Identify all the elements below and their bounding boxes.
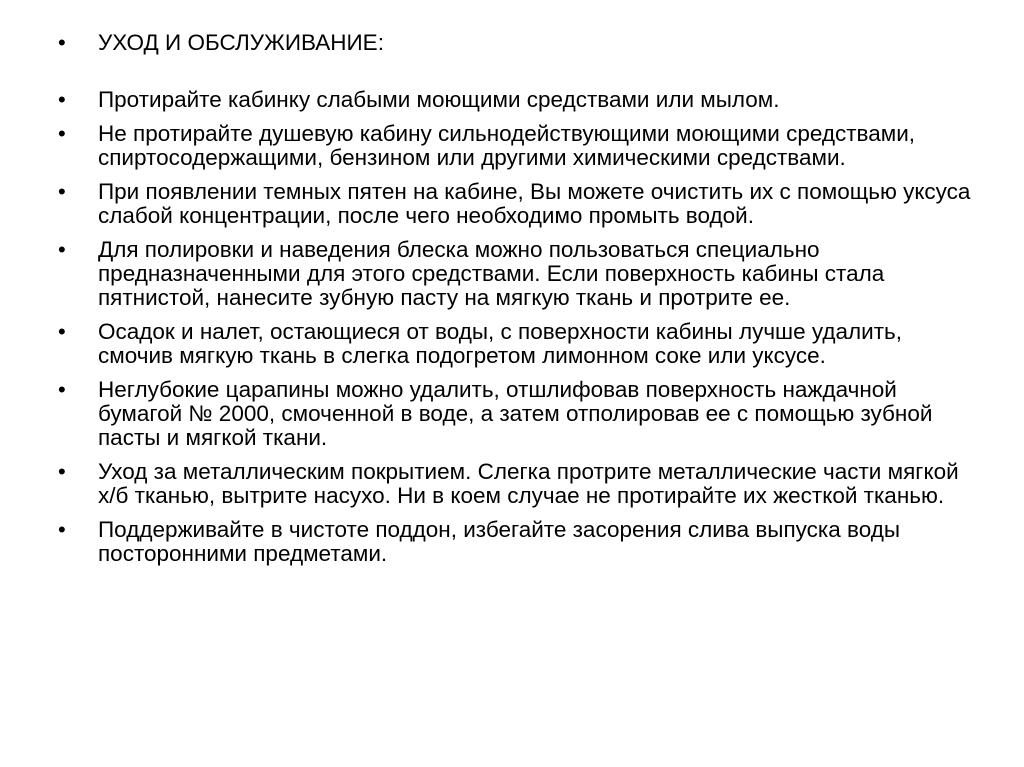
bullet-text: При появлении темных пятен на кабине, Вы можете очистить их с помощью уксуса слабой концентрации, после чего необходимо промыть водой. (98, 179, 971, 228)
bullet-dot: • (58, 517, 66, 542)
bullet-text: Осадок и налет, остающиеся от воды, с поверхности кабины лучше удалить, смочив мягкую ткань в слегка подогретом лимонном соке или уксусе. (98, 319, 902, 368)
slide-heading: УХОД И ОБСЛУЖИВАНИЕ: (98, 30, 384, 55)
bullet-item-heading (58, 31, 978, 55)
bullet-item (58, 320, 978, 368)
bullet-item (58, 460, 978, 508)
bullet-item (58, 518, 978, 566)
bullet-item (58, 180, 978, 228)
bullet-text: Неглубокие царапины можно удалить, отшлифовав поверхность наждачной бумагой № 2000, смоченной в воде, а затем отполировав ее с помощью зубной пасты и мягкой ткани. (98, 377, 933, 450)
bullet-dot: • (58, 459, 66, 484)
bullet-text: Уход за металлическим покрытием. Слегка протрите металлические части мягкой х/б тканью, вытрите насухо. Ни в коем случае не протирайте их жесткой тканью. (98, 459, 959, 508)
bullet-item (58, 238, 978, 310)
bullet-dot: • (58, 377, 66, 402)
bullet-item (58, 378, 978, 450)
bullet-dot: • (58, 179, 66, 204)
bullet-dot: • (58, 121, 66, 146)
bullet-text: Не протирайте душевую кабину сильнодействующими моющими средствами, спиртосодержащими, бензином или другими химическими средствами. (98, 121, 916, 170)
bullet-item (58, 88, 978, 112)
bullet-list (58, 31, 978, 576)
bullet-item (58, 122, 978, 170)
bullet-text: Поддерживайте в чистоте поддон, избегайте засорения слива выпуска воды посторонними предметами. (98, 517, 901, 566)
bullet-text: Для полировки и наведения блеска можно пользоваться специально предназначенными для этого средствами. Если поверхность кабины стала пятнистой, нанесите зубную пасту на мягкую ткань и протрите ее. (98, 237, 885, 310)
bullet-dot: • (58, 237, 66, 262)
bullet-dot: • (58, 30, 66, 55)
bullet-text: Протирайте кабинку слабыми моющими средствами или мылом. (98, 87, 780, 112)
bullet-dot: • (58, 319, 66, 344)
bullet-dot: • (58, 87, 66, 112)
